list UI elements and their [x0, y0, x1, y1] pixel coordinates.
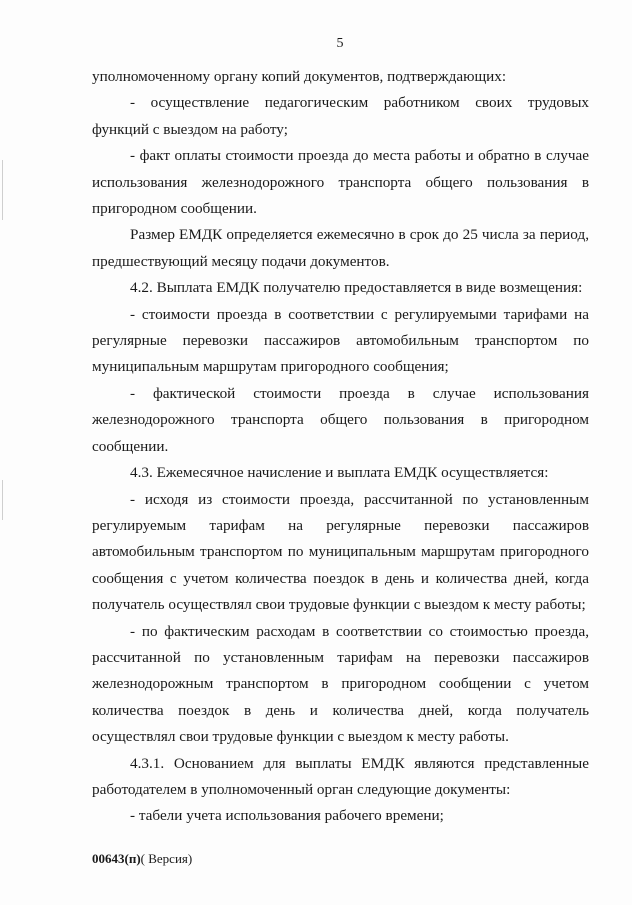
paragraph-item-regulated-tariffs: - стоимости проезда в соответствии с регулируемыми тарифами на регулярные перевозки пассажиров автомобильным транспортом по муниципальным маршрутам пригородного сообщения; [92, 305, 589, 376]
paragraph-item-calculated-cost: - исходя из стоимости проезда, рассчитанной по установленным регулируемым тарифам на регулярные перевозки пассажиров автомобильным транспортом по муниципальным маршрутам пригородного сообщения с учетом количества поездок в день и количества дней, когда получатель осуществлял свои трудовые функции с выездом к месту работы; [92, 490, 589, 614]
paragraph-section-4-3-1: 4.3.1. Основанием для выплаты ЕМДК являются представленные работодателем в уполномоченный орган следующие документы: [92, 754, 589, 798]
paragraph-item-teacher-functions: - осуществление педагогическим работником своих трудовых функций с выездом на работу; [92, 94, 589, 138]
paragraph-section-4-2: 4.2. Выплата ЕМДК получателю предоставляется в виде возмещения: [130, 279, 583, 297]
document-footer [92, 851, 192, 867]
paragraph-section-4-3: 4.3. Ежемесячное начисление и выплата ЕМДК осуществляется: [130, 464, 549, 482]
paragraph-item-actual-cost: - фактической стоимости проезда в случае использования железнодорожного транспорта общего пользования в пригородном сообщении. [92, 384, 589, 455]
scan-artifact [2, 160, 3, 220]
scan-artifact [2, 480, 3, 520]
document-version: ( Версия) [140, 851, 193, 866]
document-code: 00643(п) [92, 851, 141, 866]
paragraph-item-payment-fact: - факт оплаты стоимости проезда до места работы и обратно в случае использования железнодорожного транспорта общего пользования в пригородном сообщении. [92, 147, 589, 218]
page-number: 5 [336, 36, 344, 51]
paragraph-emdk-amount: Размер ЕМДК определяется ежемесячно в срок до 25 числа за период, предшествующий месяцу подачи документов. [92, 226, 589, 270]
paragraph-item-timesheets: - табели учета использования рабочего времени; [130, 807, 444, 825]
paragraph-item-actual-expenses: - по фактическим расходам в соответствии со стоимостью проезда, рассчитанной по установленным тарифам на перевозки пассажиров железнодорожным транспортом в пригородном сообщении с учетом количества поездок в день и количества дней, когда получатель осуществлял свои трудовые функции с выездом к месту работы. [92, 622, 589, 746]
document-body [92, 64, 589, 830]
paragraph-continuation: уполномоченному органу копий документов, подтверждающих: [92, 68, 507, 85]
